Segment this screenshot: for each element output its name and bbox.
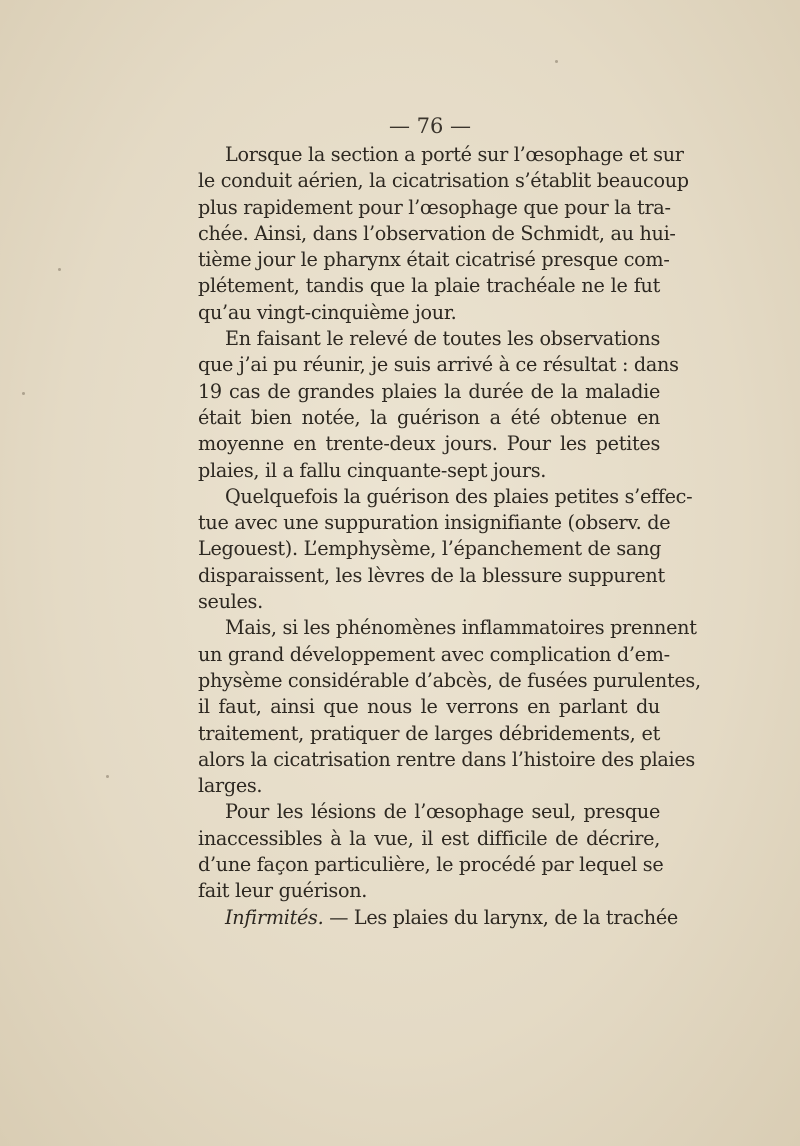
text-line: Mais, si les phénomènes inflammatoires prennent — [225, 616, 697, 640]
text-line: Lorsque la section a porté sur l’œsophage et sur — [225, 143, 684, 166]
text-line: inaccessibles à la vue, il est difficile de décrire, — [198, 826, 660, 850]
paper-speck — [22, 392, 25, 395]
text-line: disparaissent, les lèvres de la blessure suppurent — [198, 563, 665, 587]
text-line: fait leur guérison. — [198, 879, 368, 903]
text-line: Quelquefois la guérison des plaies petites s’effec- — [225, 484, 693, 508]
text-line: seules. — [198, 590, 263, 614]
final-line-rest: — Les plaies du larynx, de la trachée — [323, 905, 678, 929]
body-text — [198, 142, 701, 931]
text-line: 19 cas de grandes plaies la durée de la maladie — [198, 379, 660, 403]
text-line: moyenne en trente-deux jours. Pour les petites — [198, 432, 660, 456]
text-line: physème considérable d’abcès, de fusées purulentes, — [198, 668, 701, 692]
text-line: En faisant le relevé de toutes les observations — [225, 327, 660, 351]
text-line: tième jour le pharynx était cicatrisé presque com- — [198, 248, 670, 272]
text-line: plaies, il a fallu cinquante-sept jours. — [198, 458, 547, 482]
text-line: larges. — [198, 774, 263, 798]
text-line: Pour les lésions de l’œsophage seul, presque — [225, 800, 660, 824]
text-line: le conduit aérien, la cicatrisation s’établit beaucoup — [198, 169, 689, 193]
text-line: chée. Ainsi, dans l’observation de Schmidt, au hui- — [198, 221, 676, 245]
text-line: il faut, ainsi que nous le verrons en parlant du — [198, 695, 660, 719]
text-line: que j’ai pu réunir, je suis arrivé à ce résultat : dans — [198, 353, 679, 377]
text-line: plétement, tandis que la plaie trachéale ne le fut — [198, 274, 660, 298]
final-text-line — [198, 905, 678, 931]
text-line: un grand développement avec complication d’em- — [198, 642, 670, 666]
paper-speck — [555, 60, 558, 63]
text-line: alors la cicatrisation rentre dans l’histoire des plaies — [198, 747, 695, 771]
page-number: — 76 — — [388, 114, 472, 138]
text-line: tue avec une suppuration insignifiante (observ. de — [198, 511, 671, 535]
section-heading-infirmites: Infirmités. — [225, 905, 324, 929]
paper-speck — [58, 268, 61, 271]
text-line: d’une façon particulière, le procédé par lequel se — [198, 853, 664, 877]
paper-speck — [106, 775, 109, 778]
text-line: était bien notée, la guérison a été obtenue en — [198, 405, 660, 429]
text-line: plus rapidement pour l’œsophage que pour la tra- — [198, 195, 671, 219]
text-line: Legouest). L’emphysème, l’épanchement de sang — [198, 537, 662, 561]
text-line: qu’au vingt-cinquième jour. — [198, 300, 457, 324]
text-line: traitement, pratiquer de larges débridements, et — [198, 721, 660, 745]
